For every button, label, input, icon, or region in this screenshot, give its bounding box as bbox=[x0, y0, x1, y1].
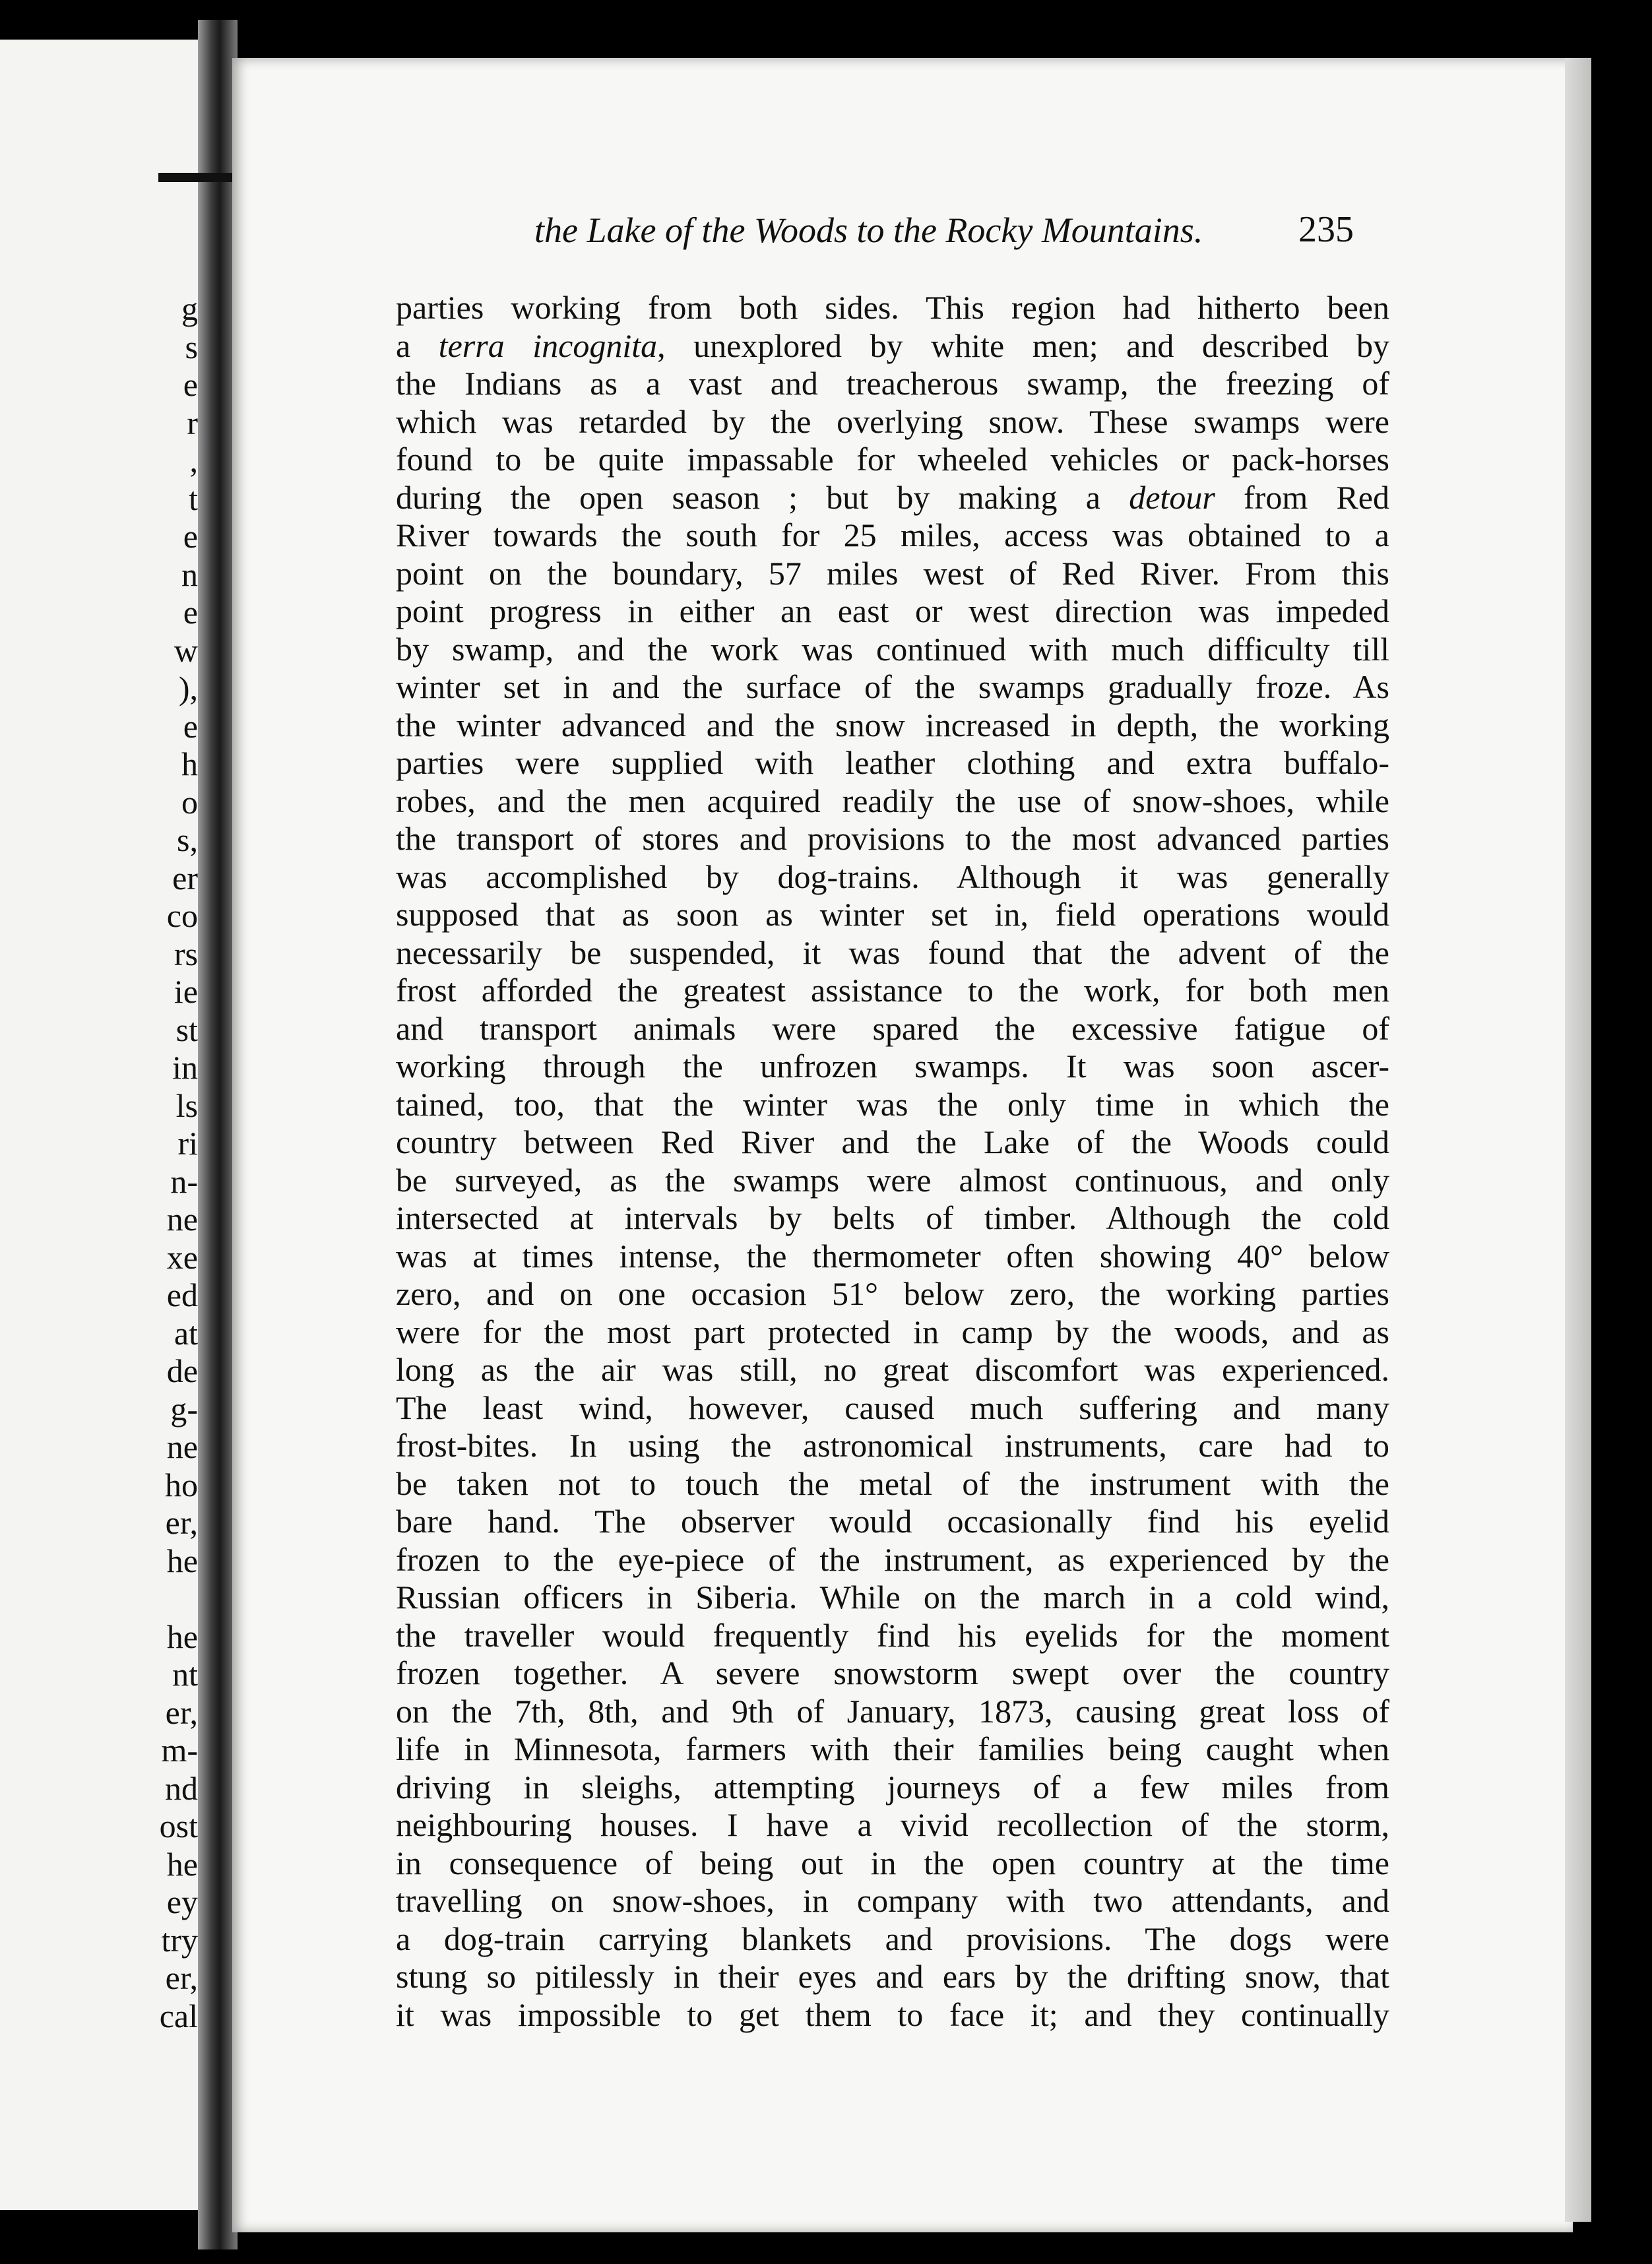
previous-page-fragment: o bbox=[181, 783, 198, 821]
previous-page-fragment: ost bbox=[159, 1808, 198, 1844]
previous-page-fragment: try bbox=[161, 1921, 198, 1959]
text-line: long as the air was still, no great discomfort was experienced. bbox=[396, 1351, 1389, 1388]
previous-page-fragment: ie bbox=[174, 973, 198, 1010]
previous-page-line-endings bbox=[139, 290, 198, 2035]
previous-page-fragment: er, bbox=[165, 1959, 198, 1996]
text-line: on the 7th, 8th, and 9th of January, 1873, causing great loss of bbox=[396, 1692, 1389, 1730]
previous-page-fragment: s, bbox=[177, 821, 198, 858]
italic-phrase: terra incognita bbox=[438, 327, 658, 364]
text-line: stung so pitilessly in their eyes and ears by the drifting snow, that bbox=[396, 1958, 1389, 1995]
previous-page-fragment: t bbox=[189, 480, 198, 517]
text-line: parties working from both sides. This region had hitherto been bbox=[396, 289, 1389, 326]
previous-page-fragment: rs bbox=[174, 935, 198, 972]
previous-page-fragment: ne bbox=[166, 1201, 198, 1238]
previous-page-fragment: ed bbox=[166, 1276, 198, 1313]
text-line: travelling on snow-shoes, in company with two attendants, and bbox=[396, 1882, 1389, 1919]
text-line: country between Red River and the Lake of the Woods could bbox=[396, 1123, 1389, 1160]
previous-page-fragment: e bbox=[183, 518, 198, 555]
text-line: the transport of stores and provisions to the most advanced parties bbox=[396, 820, 1389, 857]
text-line: found to be quite impassable for wheeled vehicles or pack-horses bbox=[396, 441, 1389, 478]
text-line: working through the unfrozen swamps. It was soon ascer- bbox=[396, 1048, 1389, 1085]
text-line: frozen to the eye-piece of the instrument, as experienced by the bbox=[396, 1540, 1389, 1578]
text-line: which was retarded by the overlying snow. These swamps were bbox=[396, 402, 1389, 440]
previous-page-fragment: he bbox=[166, 1845, 198, 1883]
text-line: be surveyed, as the swamps were almost continuous, and only bbox=[396, 1161, 1389, 1199]
previous-page-fragment bbox=[139, 1580, 198, 1618]
text-line: a terra incognita, unexplored by white men; and described by bbox=[396, 327, 1389, 364]
previous-page-fragment: m- bbox=[161, 1732, 198, 1769]
text-line: point progress in either an east or west direction was impeded bbox=[396, 592, 1389, 629]
text-line: bare hand. The observer would occasionally find his eyelid bbox=[396, 1503, 1389, 1540]
previous-page-fragment: nd bbox=[165, 1769, 198, 1807]
previous-page-fragment: ho bbox=[165, 1466, 198, 1503]
text-line: life in Minnesota, farmers with their families being caught when bbox=[396, 1730, 1389, 1767]
previous-page-fragment: de bbox=[166, 1352, 198, 1389]
text-line: intersected at intervals by belts of timber. Although the cold bbox=[396, 1199, 1389, 1236]
page-edge bbox=[1565, 58, 1591, 2222]
text-line: be taken not to touch the metal of the instrument with the bbox=[396, 1464, 1389, 1502]
previous-page-fragment: n- bbox=[170, 1162, 198, 1200]
text-line: parties were supplied with leather clothing and extra buffalo- bbox=[396, 744, 1389, 781]
previous-page-fragment: ls bbox=[175, 1086, 198, 1124]
text-line: frost afforded the greatest assistance to the work, for both men bbox=[396, 972, 1389, 1009]
text-line: the winter advanced and the snow increased in depth, the working bbox=[396, 706, 1389, 743]
previous-page-fragment: g bbox=[181, 290, 198, 327]
page-number: 235 bbox=[1298, 209, 1354, 250]
text-line: driving in sleighs, attempting journeys of a few miles from bbox=[396, 1768, 1389, 1806]
previous-page-fragment: w bbox=[174, 631, 198, 669]
text-line: Russian officers in Siberia. While on the march in a cold wind, bbox=[396, 1579, 1389, 1616]
previous-page-fragment: s bbox=[185, 328, 198, 365]
previous-page-edge bbox=[0, 40, 198, 2210]
previous-page-fragment: n bbox=[181, 555, 198, 593]
text-line: The least wind, however, caused much suffering and many bbox=[396, 1389, 1389, 1426]
previous-page-fragment: st bbox=[175, 1011, 198, 1048]
previous-page-fragment: ), bbox=[178, 670, 198, 707]
previous-page-fragment: er, bbox=[165, 1693, 198, 1731]
text-line: frozen together. A severe snowstorm swept over the country bbox=[396, 1654, 1389, 1691]
previous-page-fragment: e bbox=[183, 594, 198, 631]
body-text bbox=[396, 289, 1389, 2034]
text-line: was accomplished by dog-trains. Although it was generally bbox=[396, 858, 1389, 895]
previous-page-fragment: ey bbox=[166, 1883, 198, 1920]
text-line: in consequence of being out in the open country at the time bbox=[396, 1844, 1389, 1881]
text-line: a dog-train carrying blankets and provisions. The dogs were bbox=[396, 1920, 1389, 1957]
previous-page-fragment: co bbox=[166, 897, 198, 934]
text-line: it was impossible to get them to face it; and they continually bbox=[396, 1996, 1389, 2033]
running-header: the Lake of the Woods to the Rocky Mountains. bbox=[534, 210, 1203, 250]
text-line: the traveller would frequently find his eyelids for the moment bbox=[396, 1616, 1389, 1654]
previous-page-fragment: he bbox=[166, 1542, 198, 1579]
text-line: was at times intense, the thermometer often showing 40° below bbox=[396, 1237, 1389, 1274]
previous-page-fragment: in bbox=[172, 1049, 198, 1086]
previous-page-fragment: at bbox=[174, 1314, 198, 1352]
previous-page-fragment: er bbox=[172, 859, 198, 896]
text-line: the Indians as a vast and treacherous swamp, the freezing of bbox=[396, 365, 1389, 402]
previous-page-fragment: e bbox=[183, 707, 198, 745]
previous-page-fragment: xe bbox=[166, 1238, 198, 1276]
italic-phrase: detour bbox=[1129, 478, 1215, 516]
previous-page-fragment: g- bbox=[170, 1390, 198, 1428]
previous-page-fragment: e bbox=[183, 366, 198, 403]
text-line: necessarily be suspended, it was found that the advent of the bbox=[396, 933, 1389, 971]
previous-page-fragment: cal bbox=[159, 1997, 198, 2034]
text-line: were for the most part protected in camp by the woods, and as bbox=[396, 1313, 1389, 1350]
text-line: River towards the south for 25 miles, access was obtained to a bbox=[396, 517, 1389, 553]
text-line: and transport animals were spared the excessive fatigue of bbox=[396, 1009, 1389, 1047]
previous-page-fragment: r bbox=[187, 404, 198, 441]
previous-page-fragment: er, bbox=[165, 1504, 198, 1541]
text-line: tained, too, that the winter was the only time in which the bbox=[396, 1085, 1389, 1123]
previous-page-fragment: ne bbox=[166, 1428, 198, 1465]
text-line: robes, and the men acquired readily the use of snow-shoes, while bbox=[396, 782, 1389, 819]
book-gutter bbox=[198, 20, 238, 2249]
text-line: by swamp, and the work was continued with much difficulty till bbox=[396, 630, 1389, 668]
text-line: during the open season ; but by making a detour from Red bbox=[396, 478, 1389, 516]
text-line: supposed that as soon as winter set in, field operations would bbox=[396, 896, 1389, 933]
previous-page-fragment: nt bbox=[172, 1656, 198, 1693]
text-line: frost-bites. In using the astronomical instruments, care had to bbox=[396, 1427, 1389, 1464]
text-line: zero, and on one occasion 51° below zero, the working parties bbox=[396, 1275, 1389, 1312]
previous-page-fragment: , bbox=[189, 442, 198, 479]
previous-page-fragment: he bbox=[166, 1618, 198, 1655]
previous-page-fragment: ri bbox=[177, 1125, 198, 1162]
previous-page-fragment: h bbox=[181, 745, 198, 782]
text-line: winter set in and the surface of the swamps gradually froze. As bbox=[396, 668, 1389, 705]
text-line: point on the boundary, 57 miles west of Red River. From this bbox=[396, 554, 1389, 592]
text-line: neighbouring houses. I have a vivid recollection of the storm, bbox=[396, 1806, 1389, 1843]
